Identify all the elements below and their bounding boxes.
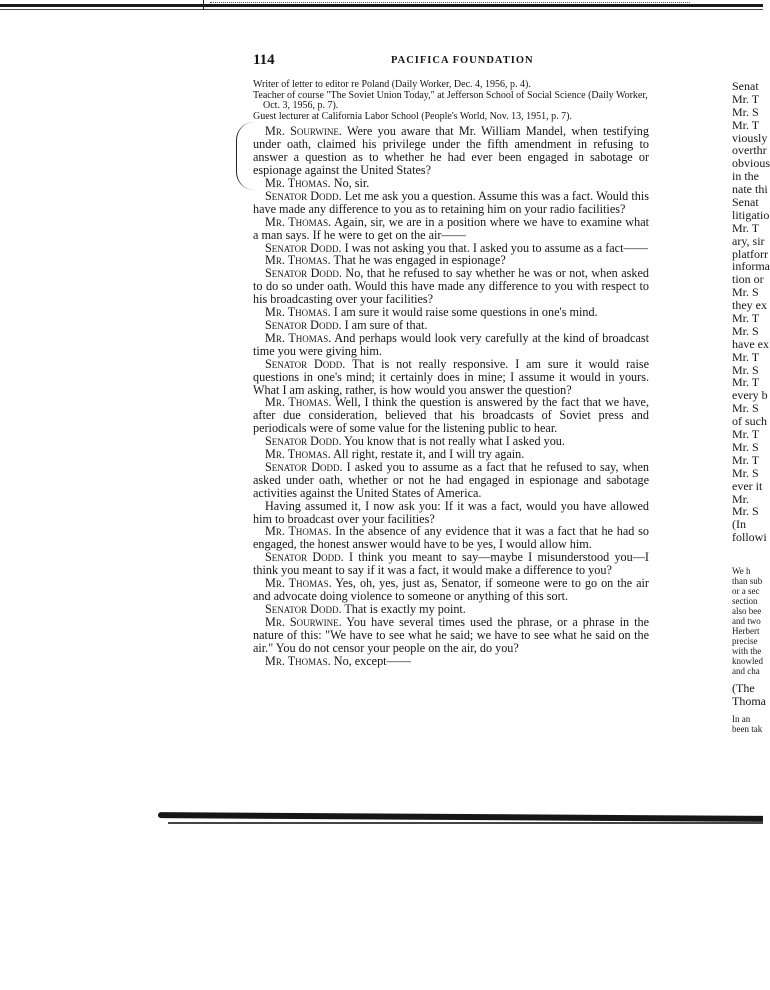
speaker-name: Senator Dodd. (265, 317, 342, 332)
neighbor-line: in the (732, 169, 759, 184)
speaker-name: Mr. Thomas. (265, 176, 331, 190)
neighbor-line: tion or (732, 272, 764, 287)
neighbor-line: Mr. S (732, 401, 759, 416)
speech-text: No, that he refused to say whether he was or not, when asked to do so under oath. Would this have made any difference to you with respect to his broadcasting over your facilities? (253, 266, 649, 307)
speech-text: Let me ask you a question. Assume this was a fact. Would this have made any difference to you as to retaining him on your radio facilities? (253, 188, 650, 216)
neighbor-page-fragment (732, 79, 770, 545)
neighbor-line: informa (732, 259, 770, 274)
speech-text: I asked you to assume as a fact that he refused to say, when asked under oath, whether or not he had engaged in espionage and sabotage activities against the United States of America. (253, 459, 649, 500)
neighbor-line: Mr. S (732, 285, 759, 300)
speech-text: Well, I think the question is answered by the fact that we have, after due consideration, believed that his broadcasts of Soviet press and periodicals were of some value for the listening public to hear. (253, 395, 649, 436)
speech-text: You have several times used the phrase, or a phrase in the nature of this: "We have to see what he said; we have to see what he said on the air." You do not censor your people on the air, do you? (253, 614, 649, 655)
speaker-name: Mr. Thomas. (265, 253, 331, 268)
testimony-paragraph (253, 500, 649, 526)
testimony-paragraph (253, 461, 649, 500)
top-scan-dots (210, 2, 690, 4)
speaker-name: Mr. Thomas. (265, 395, 332, 410)
speaker-name: Senator Dodd. (265, 601, 342, 616)
top-scan-edge (0, 4, 763, 7)
speech-text: Were you aware that Mr. William Mandel, when testifying under oath, claimed his privilege under the fifth amendment in refusing to answer a question as to whether he had ever been engaged in sabotage or espionage against the United States? (253, 124, 649, 178)
testimony-paragraph (253, 525, 649, 551)
speaker-name: Senator Dodd. (265, 240, 342, 255)
speaker-name: Mr. Thomas. (265, 653, 331, 668)
neighbor-page-tail-fragment (732, 681, 766, 708)
neighbor-line: Mr. S (732, 104, 759, 119)
neighbor-line: ary, sir (732, 233, 765, 248)
speaker-name: Senator Dodd. (265, 266, 342, 281)
testimony-paragraph (253, 551, 649, 577)
speaker-name: Mr. Thomas. (265, 524, 332, 539)
neighbor-line: with the (732, 646, 762, 656)
speech-text: Having assumed it, I now ask you: If it was a fact, would you have allowed him to broadcast over your facilities? (253, 498, 649, 526)
neighbor-line: Mr. S (732, 362, 759, 377)
speech-text: That is not really responsive. I am sure it would raise questions in one's mind; it certainly does in mine; I assume it would in yours. What I am asking, rather, is how would you answer the question? (253, 356, 649, 397)
neighbor-page-footnote-fragment (732, 566, 763, 676)
neighbor-line: section (732, 596, 758, 606)
testimony-paragraph (253, 616, 649, 655)
speech-text: All right, restate it, and I will try again. (330, 447, 525, 462)
neighbor-line: (The (732, 681, 755, 695)
page-number: 114 (253, 52, 275, 68)
neighbor-line: than sub (732, 576, 763, 586)
neighbor-line: Mr. T (732, 427, 760, 442)
neighbor-line: Mr. T (732, 349, 760, 364)
neighbor-line: viously (732, 130, 768, 145)
speech-text: That he was engaged in espionage? (330, 253, 506, 268)
neighbor-line: precise (732, 636, 758, 646)
neighbor-line: followi (732, 530, 767, 545)
speaker-name: Senator Dodd. (265, 434, 342, 449)
top-scan-edge-thin (0, 9, 763, 10)
speech-text: Again, sir, we are in a position where we have to examine what a man says. If he were to get on the air—— (253, 214, 649, 242)
page-header (251, 52, 651, 72)
neighbor-line: ever it (732, 478, 763, 493)
neighbor-line: Mr. T (732, 452, 760, 467)
neighbor-line: Mr. T (732, 311, 760, 326)
neighbor-line: Thoma (732, 693, 766, 708)
speaker-name: Mr. Thomas. (265, 214, 332, 229)
running-head: PACIFICA FOUNDATION (391, 55, 534, 66)
testimony-paragraph (253, 267, 649, 306)
testimony-paragraph (253, 332, 649, 358)
neighbor-line: have ex (732, 336, 769, 351)
speaker-name: Mr. Sourwine. (265, 124, 342, 139)
speech-text: No, except—— (330, 653, 411, 668)
neighbor-line: every b (732, 388, 768, 403)
speaker-name: Senator Dodd. (265, 188, 342, 203)
testimony-paragraph (253, 358, 649, 397)
testimony-paragraph (253, 396, 649, 435)
page-body (253, 80, 649, 667)
speech-text: You know that is not really what I asked you. (341, 434, 565, 449)
speech-text: I am sure of that. (341, 317, 428, 332)
neighbor-line: platforr (732, 246, 768, 261)
speech-text: In the absence of any evidence that it was a fact that he had so engaged, the honest answer would have to be yes, I would allow him. (253, 524, 649, 552)
notes-block (253, 80, 649, 122)
speaker-name: Mr. Thomas. (265, 447, 331, 462)
speech-text: And perhaps would look very carefully at the kind of broadcast time you were giving him. (253, 330, 650, 358)
neighbor-line: Senat (732, 195, 759, 210)
note-item: Teacher of course "The Soviet Union Today," at Jefferson School of Social Science (Daily Worker, Oct. 3, 1956, p. 7). (253, 89, 648, 112)
speech-text: I was not asking you that. I asked you to assume as a fact—— (341, 240, 648, 255)
speaker-name: Mr. Thomas. (265, 305, 331, 320)
neighbor-line: and two (732, 616, 761, 626)
neighbor-line: knowled (732, 656, 763, 666)
neighbor-line: Mr. S (732, 504, 759, 519)
speaker-name: Mr. Sourwine. (265, 614, 342, 629)
note-item: Guest lecturer at California Labor School (People's World, Nov. 13, 1951, p. 7). (253, 110, 572, 122)
neighbor-line: Mr. (732, 491, 750, 506)
neighbor-line: been tak (732, 724, 763, 734)
speech-text: I am sure it would raise some questions in one's mind. (330, 305, 598, 320)
neighbor-line: or a sec (732, 586, 760, 596)
neighbor-page-tail-note-fragment (732, 714, 763, 734)
bottom-scan-edge (158, 812, 763, 822)
neighbor-line: Mr. T (732, 117, 760, 132)
speaker-name: Mr. Thomas. (265, 330, 332, 345)
speech-text: I think you meant to say—maybe I misunderstood you—I think you meant to say if it was a fact, it would make a difference to you? (253, 550, 649, 578)
neighbor-line: In an (732, 714, 751, 724)
speech-text: No, sir. (330, 176, 370, 190)
testimony-paragraph (253, 216, 649, 242)
neighbor-line: Herbert (732, 626, 760, 636)
speaker-name: Senator Dodd. (265, 459, 343, 474)
bottom-scan-edge-thin (168, 822, 763, 824)
neighbor-line: litigatio (732, 207, 770, 222)
neighbor-line: and cha (732, 666, 760, 676)
neighbor-line: of such (732, 414, 767, 429)
speaker-name: Senator Dodd. (265, 550, 344, 565)
testimony-paragraph (253, 125, 649, 177)
note-item: Writer of letter to editor re Poland (Daily Worker, Dec. 4, 1956, p. 4). (253, 79, 531, 90)
speaker-name: Senator Dodd. (265, 356, 346, 371)
testimony-paragraph (253, 655, 649, 668)
neighbor-line: Mr. S (732, 323, 759, 338)
neighbor-line: Mr. T (732, 375, 760, 390)
neighbor-line: overthr (732, 143, 767, 158)
neighbor-line: We h (732, 566, 751, 576)
testimony-paragraph (253, 190, 649, 216)
neighbor-line: also bee (732, 606, 762, 616)
neighbor-line: they ex (732, 298, 767, 313)
speech-text: Yes, oh, yes, just as, Senator, if someone were to go on the air and advocate doing violence to someone or anything of this sort. (253, 576, 649, 603)
neighbor-line: Mr. T (732, 91, 760, 106)
speaker-name: Mr. Thomas. (265, 576, 332, 591)
neighbor-line: nate thi (732, 182, 768, 197)
speech-text: That is exactly my point. (341, 601, 466, 616)
neighbor-line: Mr. S (732, 465, 759, 480)
top-scan-tick (203, 0, 204, 10)
neighbor-line: (In (732, 517, 746, 532)
testimony-paragraph (253, 577, 649, 603)
neighbor-line: Mr. T (732, 220, 760, 235)
neighbor-line: obvious (732, 156, 770, 171)
neighbor-line: Senat (732, 79, 759, 93)
neighbor-line: Mr. S (732, 439, 759, 454)
